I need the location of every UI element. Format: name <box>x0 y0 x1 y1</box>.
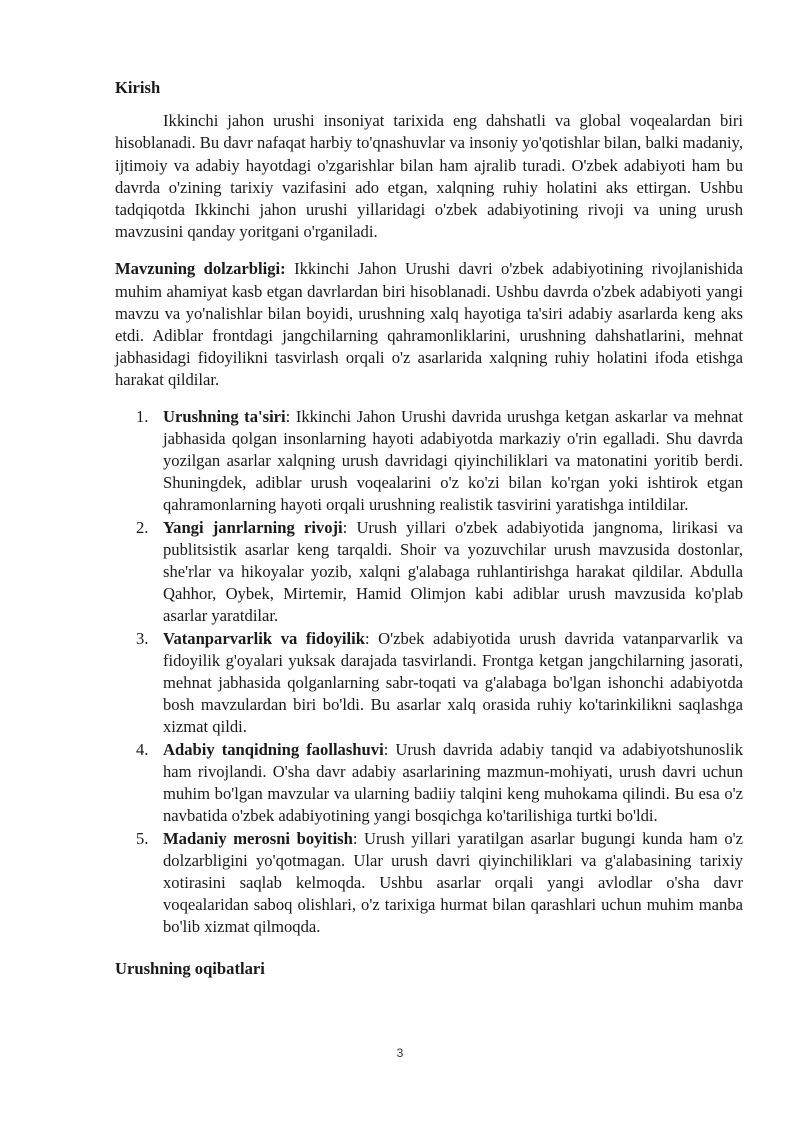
list-item-number: 4. <box>136 739 149 759</box>
list-item-title: Yangi janrlarning rivoji <box>163 517 343 537</box>
list-item-number: 2. <box>136 517 149 537</box>
intro-heading: Kirish <box>115 78 161 97</box>
list-item-text: : O'zbek adabiyotida urush davrida vatanparvarlik va fidoyilik g'oyalari yuksak darajada tasvirlandi. Frontga ketgan jangchilarning jasorati, mehnat jabhasida qolganlarning sabr-toqati va g'alabaga bo'lgan ishonchi adabiyotda bosh mavzulardan biri bo'ldi. Bu asarlar xalq orasida ruhiy ko'tarinkilikni saqlashga xizmat qildi. <box>163 628 743 737</box>
list-item-title: Madaniy merosni boyitish <box>163 828 353 848</box>
intro-paragraph: Ikkinchi jahon urushi insoniyat tarixida eng dahshatli va global voqealardan biri hisoblanadi. Bu davr nafaqat harbiy to'qnashuvlar va insoniy yo'qotishlar bilan, balki madaniy, ijtimoiy va adabiy hayotdagi o'zgarishlar bilan ham ajralib turadi. O'zbek adabiyoti ham bu davrda o'zining tarixiy vazifasini ado etgan, xalqning ruhiy holatini aks ettirgan. Ushbu tadqiqotda Ikkinchi jahon urushi yillaridagi o'zbek adabiyotining rivoji va uning urush mavzusini qanday yoritgani o'rganiladi. <box>115 111 743 242</box>
list-item-text: : Urush davrida adabiy tanqid va adabiyotshunoslik ham rivojlandi. O'sha davr adabiy asarlarining mazmun-mohiyati, urush davri uchun muhim bo'lgan mavzular va ularning badiiy talqini keng muhokama qilindi. Bu esa o'z navbatida o'zbek adabiyotining yangi bosqichga ko'tarilishiga turtki bo'ldi. <box>163 739 744 826</box>
numbered-list <box>115 406 743 939</box>
list-item-title: Adabiy tanqidning faollashuvi <box>163 739 384 759</box>
list-item-number: 1. <box>136 406 149 426</box>
document-page <box>115 70 743 980</box>
list-item-number: 3. <box>136 628 149 648</box>
list-item <box>115 517 743 628</box>
list-item <box>115 406 743 517</box>
relevance-text: Ikkinchi Jahon Urushi davri o'zbek adabiyotining rivojlanishida muhim ahamiyat kasb etgan davrlardan biri hisoblanadi. Ushbu davrda o'zbek adabiyoti yangi mavzu va yo'nalishlar bilan boyidi, urushning xalq hayotiga ta'siri adabiy asarlarda keng aks etdi. Adiblar frontdagi jangchilarning qahramonliklarini, urushning dahshatlarini, mehnat jabhasidagi fidoyilikni tasvirlash orqali o'z asarlarida xalqning ruhiy holatini ifoda etishga harakat qildilar. <box>115 259 743 390</box>
list-item-number: 5. <box>136 828 149 848</box>
relevance-lead: Mavzuning dolzarbligi: <box>115 259 286 279</box>
list-item-title: Vatanparvarlik va fidoyilik <box>163 628 365 648</box>
list-item-text: : Urush yillari o'zbek adabiyotida jangnoma, lirikasi va publitsistik asarlar keng tarqaldi. Shoir va yozuvchilar urush mavzusida dostonlar, she'rlar va hikoyalar yozib, xalqni g'alabaga ruhlantirishga harakat qildilar. Abdulla Qahhor, Oybek, Mirtemir, Hamid Olimjon kabi adiblar urush mavzusida ko'plab asarlar yaratdilar. <box>163 517 743 626</box>
list-item-title: Urushning ta'siri <box>163 406 286 426</box>
list-item-text: : Urush yillari yaratilgan asarlar bugungi kunda ham o'z dolzarbligini yo'qotmagan. Ular urush davri qiyinchiliklari va g'alabasining tarixiy xotirasini saqlab kelmoqda. Ushbu asarlar orqali yangi avlodlar o'sha davr voqealaridan saboq olishlari, o'z tarixiga hurmat bilan qarashlari uchun muhim manba bo'lib xizmat qilmoqda. <box>163 828 743 937</box>
list-item <box>115 628 743 739</box>
page-number: 3 <box>396 1046 404 1060</box>
section-heading: Urushning oqibatlari <box>115 958 265 978</box>
relevance-paragraph <box>115 258 743 391</box>
list-item <box>115 739 743 828</box>
list-item-text: : Ikkinchi Jahon Urushi davrida urushga ketgan askarlar va mehnat jabhasida qolgan insonlarning hayoti adabiyotda markaziy o'rin egalladi. Shu davrda yozilgan asarlar xalqning urush davridagi qiyinchiliklari va matonatini yoritib berdi. Shuningdek, adiblar urush voqealarini o'z ko'zi bilan ko'rgan yoki ishtirok etgan qahramonlarning hayoti orqali urushning realistik tasvirini yaratishga intildilar. <box>163 406 743 515</box>
list-item <box>115 828 743 939</box>
